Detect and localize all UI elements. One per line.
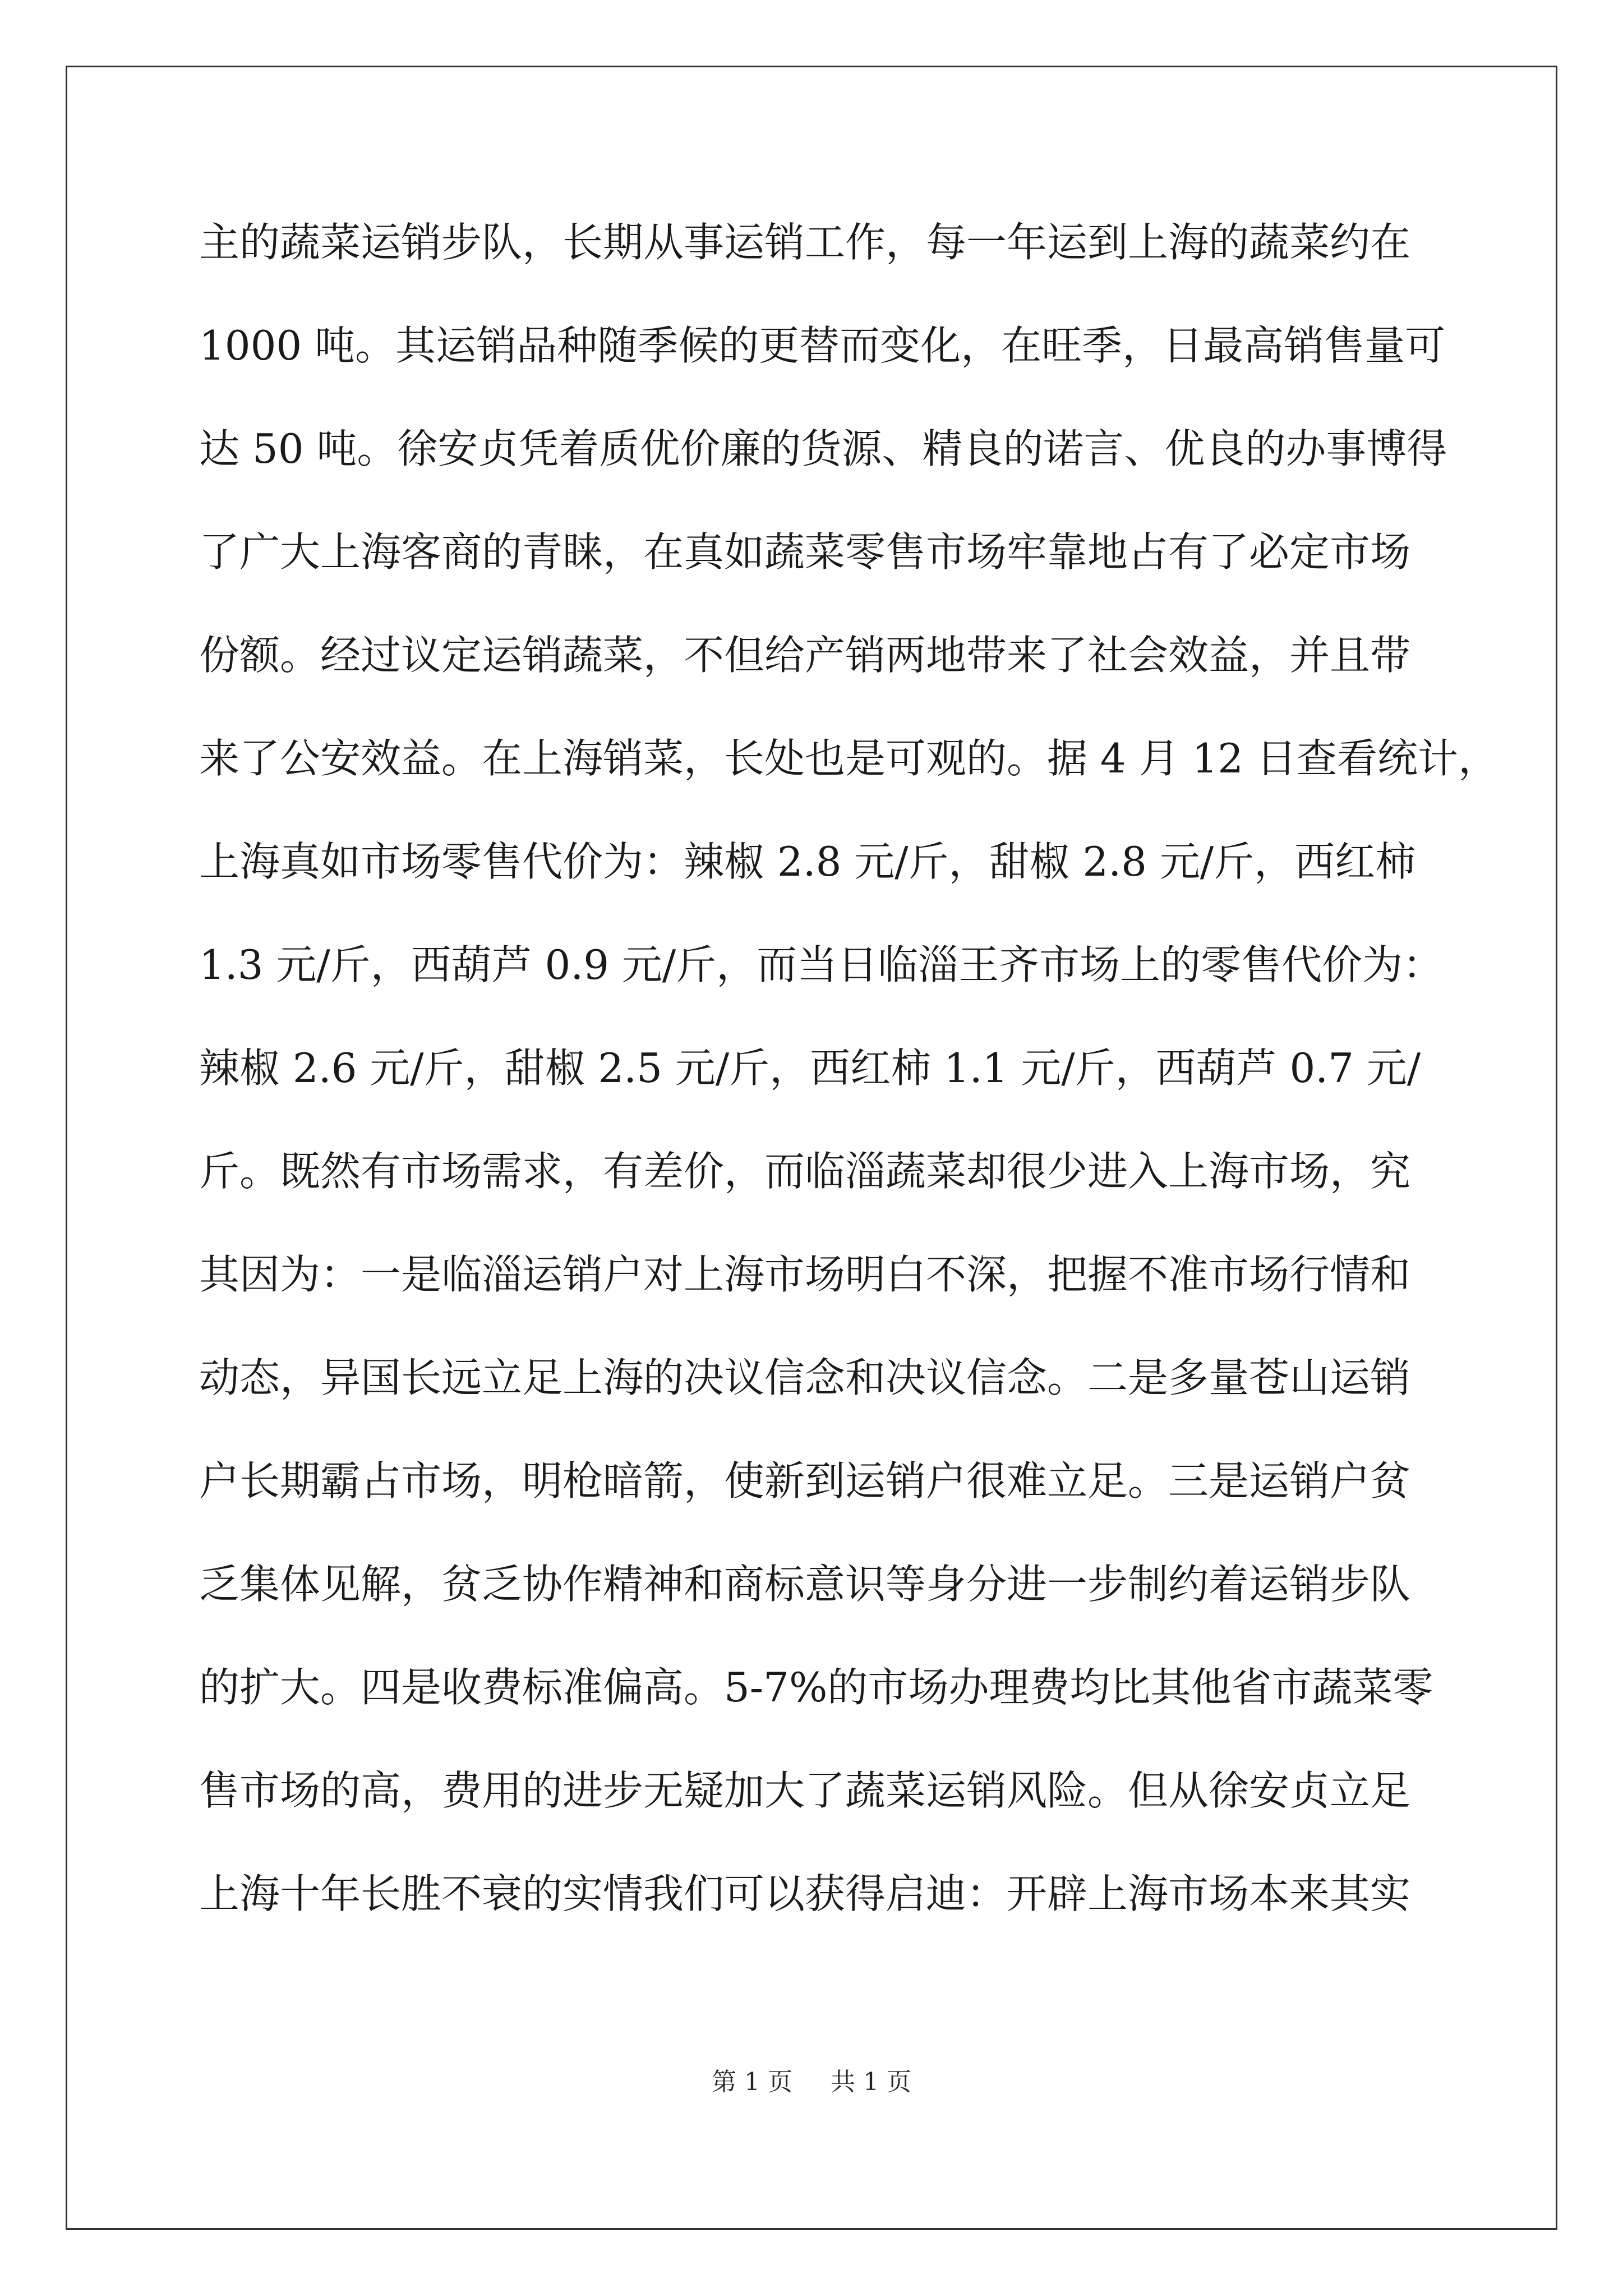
page-number: 第 1 页 [712,2068,792,2096]
text-line: 其因为：一是临淄运销户对上海市场明白不深，把握不准市场行情和 [199,1251,1411,1298]
text-line: 售市场的高，费用的进步无疑加大了蔬菜运销风险。但从徐安贞立足 [199,1767,1411,1814]
text-line: 上海十年长胜不衰的实情我们可以获得启迪：开辟上海市场本来其实 [199,1870,1411,1917]
text-line: 主的蔬菜运销步队，长期从事运销工作，每一年运到上海的蔬菜约在 [199,219,1411,266]
text-line: 上海真如市场零售代价为：辣椒 2.8 元/斤，甜椒 2.8 元/斤，西红柿 [199,838,1416,885]
text-line: 来了公安效益。在上海销菜，长处也是可观的。据 4 月 12 日查看统计， [199,735,1498,782]
text-line: 辣椒 2.6 元/斤，甜椒 2.5 元/斤，西红柿 1.1 元/斤，西葫芦 0.7 元/ [199,1045,1421,1092]
document-body [199,191,1498,1945]
text-line: 乏集体见解，贫乏协作精神和商标意识等身分进一步制约着运销步队 [199,1561,1411,1608]
page-footer [0,2065,1623,2099]
page-total: 共 1 页 [831,2068,911,2096]
text-line: 斤。既然有市场需求，有差价，而临淄蔬菜却很少进入上海市场，究 [199,1148,1411,1195]
text-line: 1000 吨。其运销品种随季候的更替而变化，在旺季，日最高销售量可 [199,322,1446,369]
text-line: 动态，异国长远立足上海的决议信念和决议信念。二是多量苍山运销 [199,1354,1411,1401]
text-line: 1.3 元/斤，西葫芦 0.9 元/斤，而当日临淄王齐市场上的零售代价为： [199,941,1444,988]
text-line: 了广大上海客商的青睐，在真如蔬菜零售市场牢靠地占有了必定市场 [199,528,1411,576]
text-line: 份额。经过议定运销蔬菜，不但给产销两地带来了社会效益，并且带 [199,632,1411,679]
text-line: 达 50 吨。徐安贞凭着质优价廉的货源、精良的诺言、优良的办事博得 [199,425,1447,472]
text-line: 的扩大。四是收费标准偏高。5-7%的市场办理费均比其他省市蔬菜零 [199,1664,1433,1711]
text-line: 户长期霸占市场，明枪暗箭，使新到运销户很难立足。三是运销户贫 [199,1457,1411,1504]
